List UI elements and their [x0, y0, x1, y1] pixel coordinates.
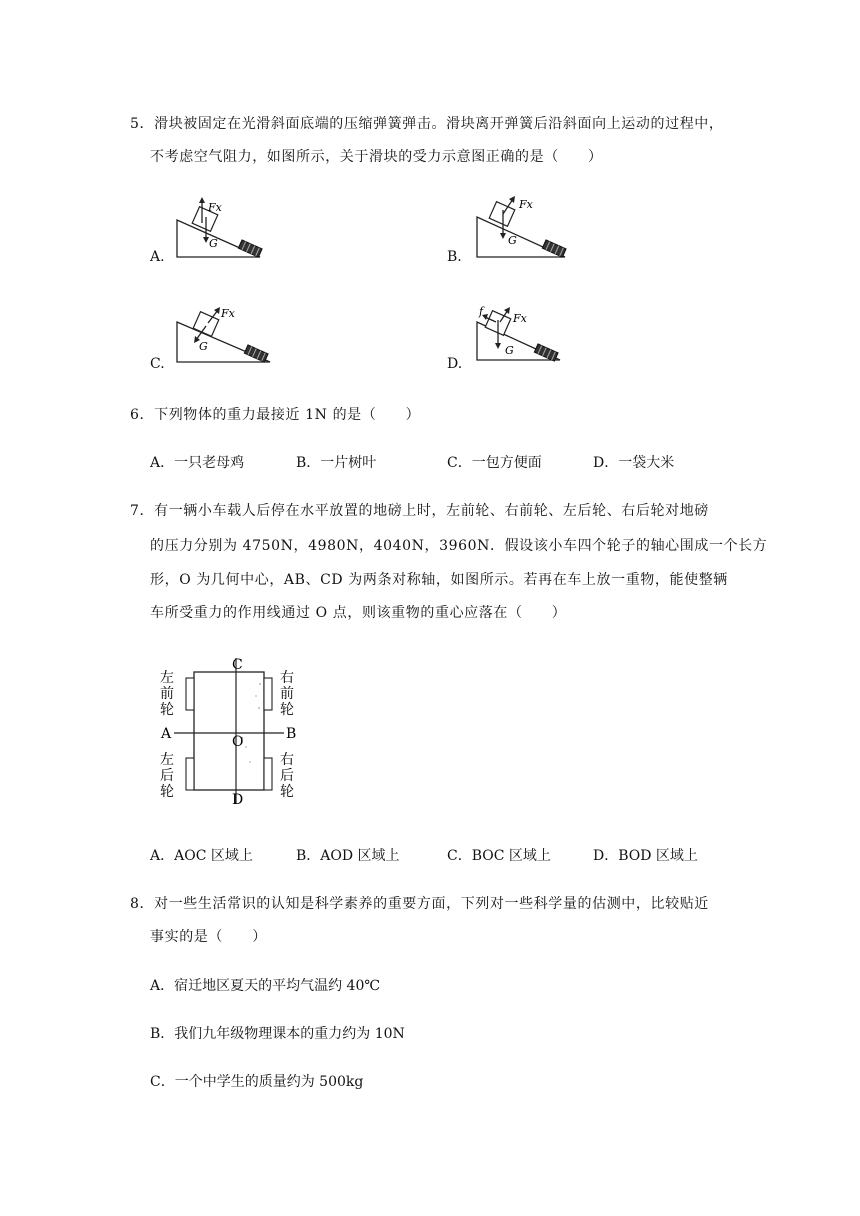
- right-front-wheel-icon: [264, 678, 272, 710]
- label-a: A: [161, 726, 172, 742]
- spring-icon: [542, 240, 566, 257]
- force-label-g: G: [508, 234, 517, 247]
- q5-option-b-letter[interactable]: B.: [447, 249, 462, 265]
- q7-stem-line3: 形，O 为几何中心，AB、CD 为两条对称轴，如图所示。若再在车上放一重物，能使整辆: [150, 572, 728, 588]
- q5-option-d-figure[interactable]: [470, 302, 570, 368]
- q6-option-a[interactable]: A．一只老母鸡: [150, 455, 245, 471]
- label-d: D: [232, 792, 244, 808]
- force-label-fx: Fx: [208, 201, 222, 214]
- q7-option-a[interactable]: A．AOC 区域上: [150, 848, 253, 864]
- label-left-front-3: 轮: [160, 702, 174, 718]
- car-body: [194, 672, 264, 790]
- slider-block-icon: [489, 202, 515, 227]
- car-diagram: [150, 652, 310, 812]
- force-label-fx: Fx: [513, 312, 527, 325]
- force-label-g: G: [505, 344, 514, 357]
- label-o: O: [232, 734, 244, 750]
- spring-icon: [244, 345, 268, 362]
- left-front-wheel-icon: [186, 678, 194, 710]
- q6-stem-line1: 6．下列物体的重力最接近 1N 的是（ ）: [130, 407, 421, 423]
- q5-option-c-figure[interactable]: [170, 300, 280, 370]
- q5-option-c-letter[interactable]: C.: [150, 356, 165, 372]
- force-label-g: G: [209, 237, 218, 250]
- right-rear-wheel-icon: [264, 758, 272, 790]
- label-left-front-2: 前: [160, 686, 174, 702]
- q8-option-b[interactable]: B．我们九年级物理课本的重力约为 10N: [150, 1026, 405, 1042]
- q6-option-b[interactable]: B．一片树叶: [296, 455, 377, 471]
- label-right-front-3: 轮: [280, 702, 294, 718]
- force-label-f: f: [479, 305, 484, 318]
- label-left-rear-3: 轮: [160, 784, 174, 800]
- q7-stem-line4: 车所受重力的作用线通过 O 点，则该重物的重心应落在（ ）: [150, 605, 567, 621]
- q7-stem-line2: 的压力分别为 4750N，4980N，4040N，3960N．假设该小车四个轮子的轴心围成一个长方: [150, 538, 768, 554]
- force-label-fx: Fx: [519, 198, 533, 211]
- q8-option-a[interactable]: A．宿迁地区夏天的平均气温约 40℃: [150, 978, 381, 994]
- force-label-g: G: [199, 340, 208, 353]
- slider-block-icon: [193, 312, 219, 337]
- force-label-fx: Fx: [221, 307, 235, 320]
- q5-option-b-figure[interactable]: [470, 192, 575, 264]
- q5-option-a-figure[interactable]: [170, 195, 270, 265]
- q5-option-d-letter[interactable]: D.: [447, 356, 463, 372]
- q7-option-d[interactable]: D．BOD 区域上: [593, 848, 698, 864]
- q5-stem-line2: 不考虑空气阻力，如图所示，关于滑块的受力示意图正确的是（ ）: [150, 149, 603, 165]
- q5-stem-line1: 5．滑块被固定在光滑斜面底端的压缩弹簧弹击。滑块离开弹簧后沿斜面向上运动的过程中，: [130, 116, 724, 132]
- spring-icon: [238, 240, 262, 257]
- label-right-rear-3: 轮: [280, 784, 294, 800]
- q7-option-b[interactable]: B．AOD 区域上: [296, 848, 400, 864]
- label-c: C: [232, 657, 243, 673]
- spring-icon: [534, 344, 558, 361]
- q5-option-a-letter[interactable]: A.: [150, 249, 165, 265]
- label-right-front-2: 前: [280, 686, 294, 702]
- q6-option-c[interactable]: C．一包方便面: [447, 455, 542, 471]
- q6-option-d[interactable]: D．一袋大米: [593, 455, 675, 471]
- label-b: B: [286, 726, 297, 742]
- label-right-rear-2: 后: [280, 768, 294, 784]
- label-left-rear-1: 左: [160, 752, 174, 768]
- label-right-rear-1: 右: [280, 752, 294, 768]
- label-left-front-1: 左: [160, 670, 174, 686]
- q8-option-c[interactable]: C．一个中学生的质量约为 500kg: [150, 1074, 364, 1090]
- left-rear-wheel-icon: [186, 758, 194, 790]
- label-right-front-1: 右: [280, 670, 294, 686]
- q7-option-c[interactable]: C．BOC 区域上: [447, 848, 551, 864]
- q8-stem-line2: 事实的是（ ）: [150, 929, 267, 945]
- q7-stem-line1: 7．有一辆小车载人后停在水平放置的地磅上时，左前轮、右前轮、左后轮、右后轮对地磅: [130, 503, 709, 519]
- label-left-rear-2: 后: [160, 768, 174, 784]
- q8-stem-line1: 8．对一些生活常识的认知是科学素养的重要方面，下列对一些科学量的估测中，比较贴近: [130, 896, 709, 912]
